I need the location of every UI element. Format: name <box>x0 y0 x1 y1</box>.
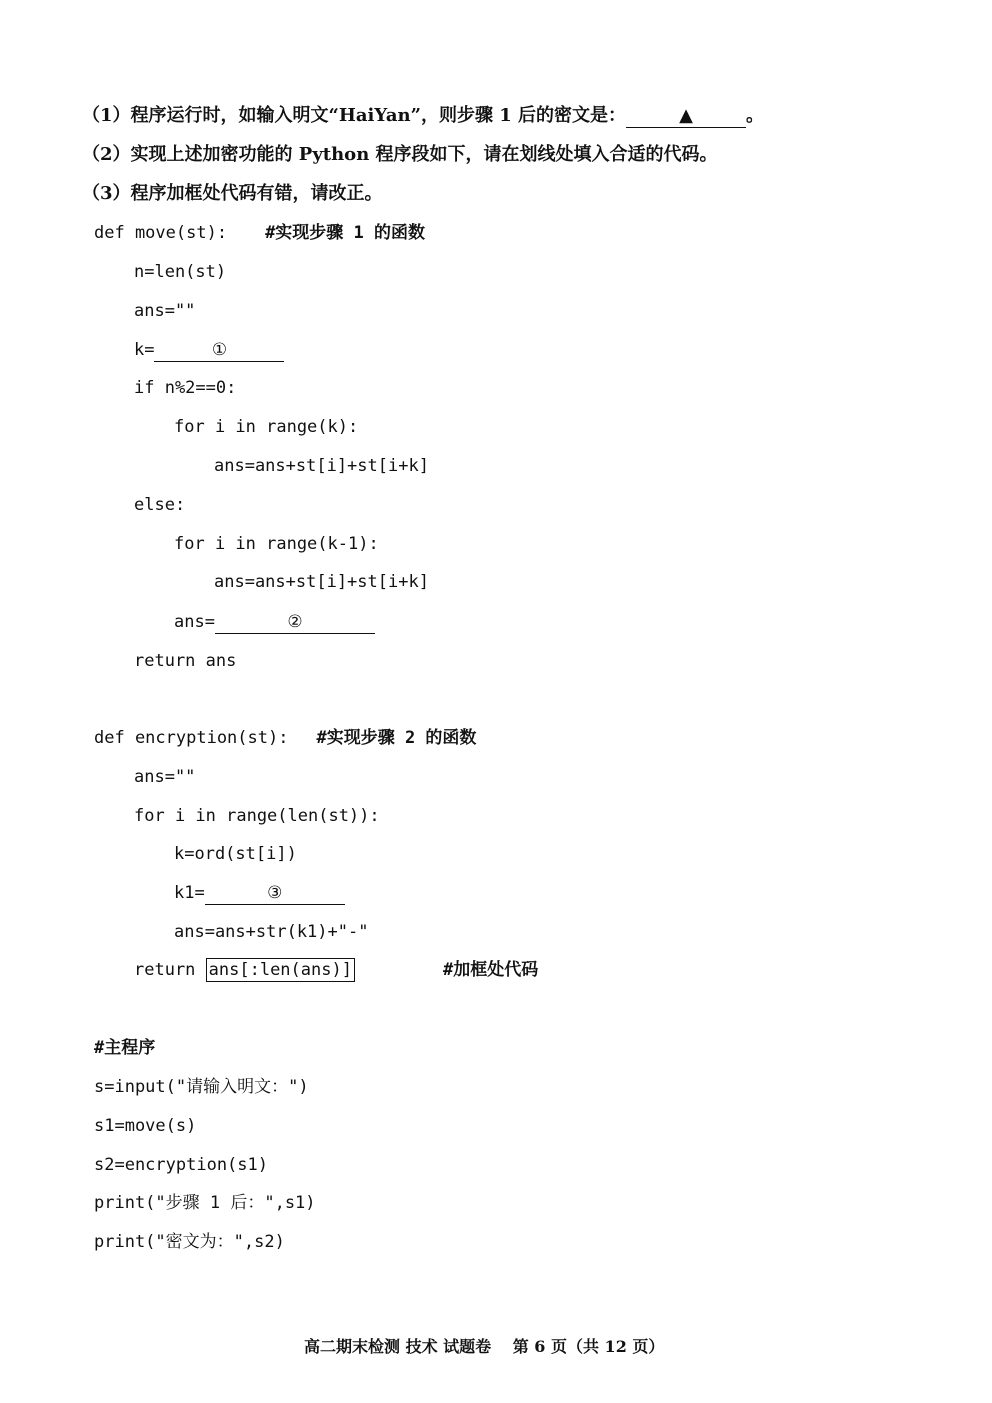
code-print-1: print("步骤 1 后：",s1) <box>94 1193 316 1213</box>
page-footer: 高二期末检测 技术 试题卷 第 6 页（共 12 页） <box>304 1337 665 1356</box>
code-ans-init-2: ans="" <box>134 767 196 787</box>
ans-prefix: ans= <box>174 612 215 632</box>
question-1-suffix: 。 <box>746 105 764 126</box>
code-ans-init-1: ans="" <box>134 301 196 321</box>
question-1-text: （1）程序运行时，如输入明文“HaiYan”，则步骤 1 后的密文是： <box>82 105 626 126</box>
code-k-ord: k=ord(st[i]) <box>174 844 297 864</box>
code-ans-str: ans=ans+str(k1)+"-" <box>174 922 369 942</box>
boxed-comment: #加框处代码 <box>442 960 539 980</box>
code-print-2: print("密文为：",s2) <box>94 1232 285 1252</box>
code-s1-line: s1=move(s) <box>94 1116 197 1136</box>
return-keyword: return <box>134 960 206 980</box>
code-enc-def <box>94 726 476 750</box>
code-s2-line: s2=encryption(s1) <box>94 1155 268 1175</box>
boxed-code: ans[:len(ans)] <box>206 958 355 982</box>
code-main-comment: #主程序 <box>94 1038 156 1058</box>
question-3: （3）程序加框处代码有错，请改正。 <box>82 183 383 204</box>
code-if-line: if n%2==0: <box>134 378 237 398</box>
code-for-len: for i in range(len(st)): <box>134 806 380 826</box>
code-else-line: else: <box>134 495 186 515</box>
code-for-k1: for i in range(k-1): <box>174 534 379 554</box>
code-blank-3: ③ <box>205 882 345 905</box>
move-def-text: def move(st): <box>94 223 228 243</box>
code-move-def <box>94 221 425 245</box>
code-blank-2: ② <box>215 611 375 634</box>
enc-def-text: def encryption(st): <box>94 728 289 748</box>
code-ans-blank-line <box>174 610 375 634</box>
code-input-line: s=input("请输入明文：") <box>94 1077 309 1097</box>
move-def-comment: #实现步骤 1 的函数 <box>265 223 426 243</box>
k1-prefix: k1= <box>174 883 205 903</box>
code-k1-line <box>174 881 345 905</box>
code-blank-1: ① <box>154 339 284 362</box>
code-k-line <box>134 338 284 362</box>
enc-def-comment: #实现步骤 2 的函数 <box>316 728 477 748</box>
k-prefix: k= <box>134 340 155 360</box>
question-2: （2）实现上述加密功能的 Python 程序段如下，请在划线处填入合适的代码。 <box>82 144 718 165</box>
code-return-boxed <box>134 958 538 982</box>
code-for-k: for i in range(k): <box>174 417 359 437</box>
code-n-line: n=len(st) <box>134 262 227 282</box>
code-ans-concat-1: ans=ans+st[i]+st[i+k] <box>214 456 429 476</box>
code-return-ans: return ans <box>134 651 237 671</box>
answer-blank-1: ▲ <box>626 105 746 128</box>
code-ans-concat-2: ans=ans+st[i]+st[i+k] <box>214 572 429 592</box>
question-1 <box>82 104 764 128</box>
